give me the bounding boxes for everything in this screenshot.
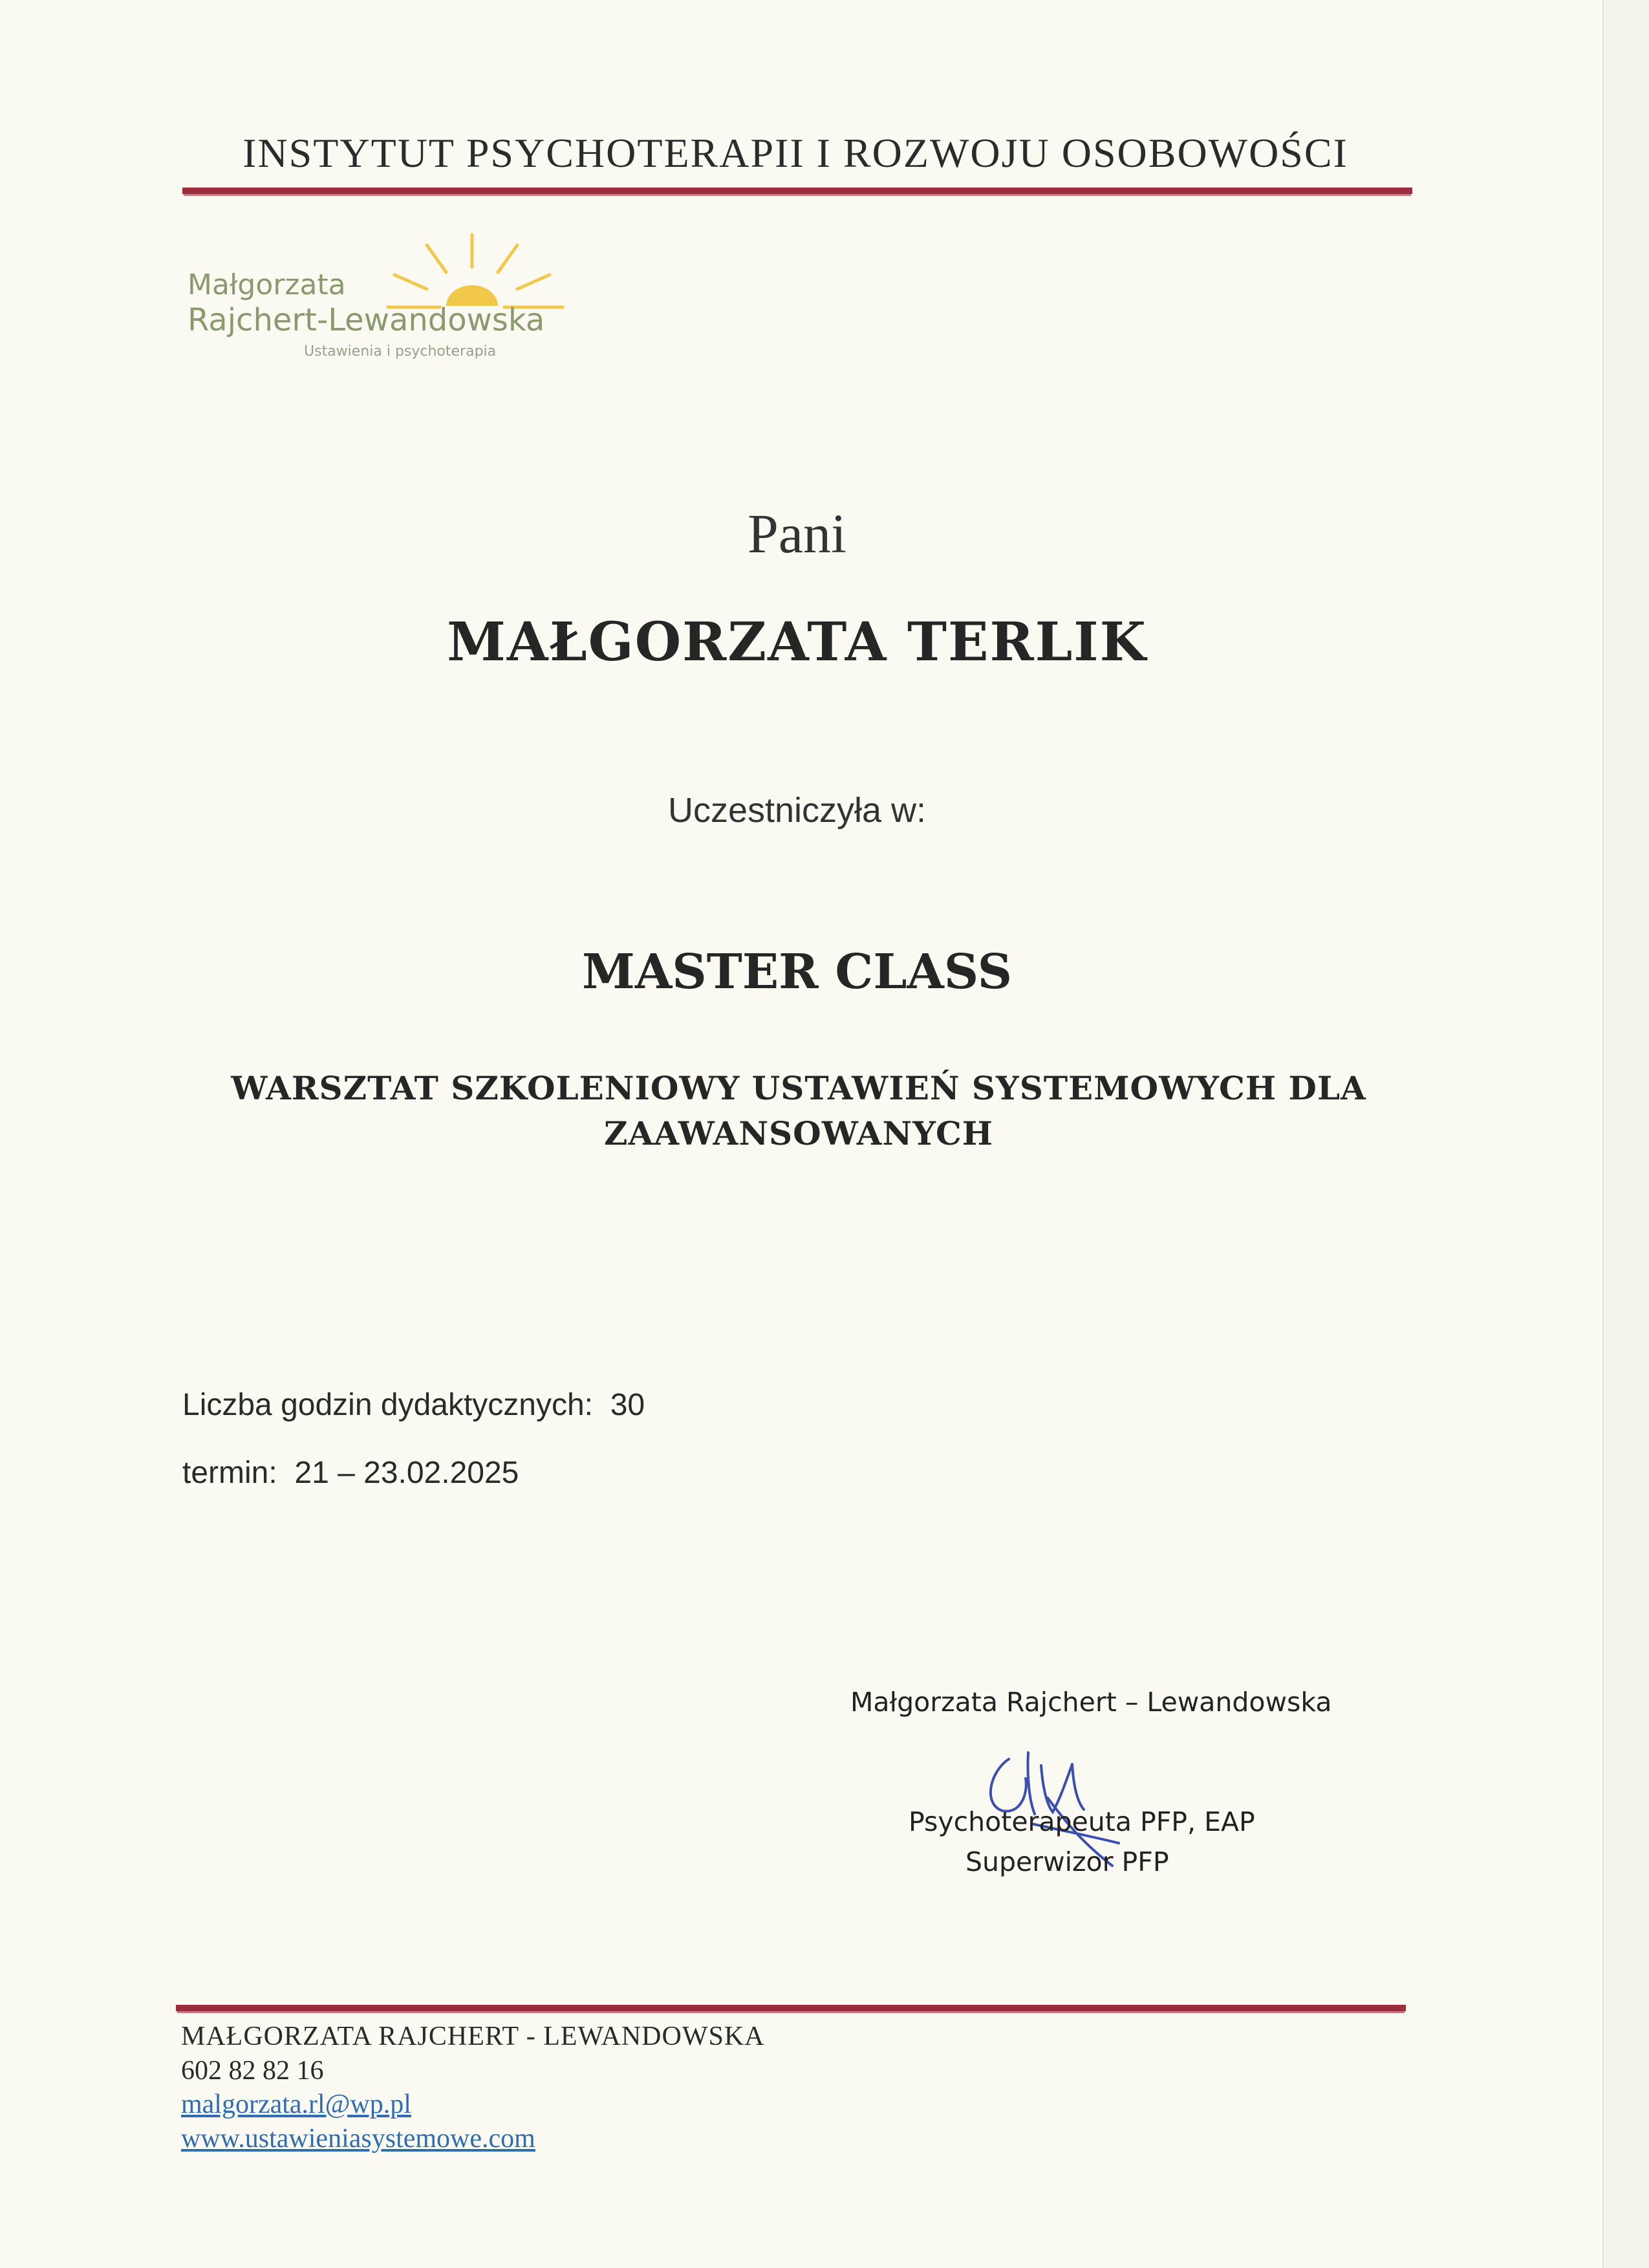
institute-title: INSTYTUT PSYCHOTERAPII I ROZWOJU OSOBOWOŚCI [242, 130, 1348, 176]
header-rule [182, 188, 1412, 194]
course-title: MASTER CLASS [581, 944, 1013, 1000]
course-subtitle-line2: ZAAWANSOWANYCH [603, 1114, 993, 1152]
footer-phone: 602 82 82 16 [181, 2056, 324, 2086]
hours-info: Liczba godzin dydaktycznych: 30 [182, 1388, 645, 1422]
scan-edge [1602, 0, 1649, 2268]
term-info: termin: 21 – 23.02.2025 [182, 1456, 519, 1490]
footer-rule [176, 2005, 1406, 2011]
signer-role-psychotherapist: Psychoterapeuta PFP, EAP [909, 1806, 1255, 1837]
logo-line2: Rajchert-Lewandowska [188, 302, 545, 338]
footer-name: MAŁGORZATA RAJCHERT - LEWANDOWSKA [181, 2022, 765, 2051]
recipient-name: MAŁGORZATA TERLIK [447, 611, 1147, 673]
signer-name: Małgorzata Rajchert – Lewandowska [850, 1687, 1332, 1718]
course-subtitle-line1: WARSZTAT SZKOLENIOWY USTAWIEŃ SYSTEMOWYCH DLA [231, 1069, 1366, 1107]
logo-tagline: Ustawienia i psychoterapia [304, 343, 497, 360]
participation-label: Uczestniczyła w: [667, 791, 927, 830]
footer-email-link[interactable]: malgorzata.rl@wp.pl [181, 2090, 411, 2119]
course-subtitle [168, 1066, 1429, 1156]
logo-line1: Małgorzata [188, 268, 346, 301]
salutation: Pani [748, 502, 846, 565]
logo [188, 230, 576, 372]
footer-website-link[interactable]: www.ustawieniasystemowe.com [181, 2124, 535, 2154]
signer-role-supervisor: Superwizor PFP [965, 1846, 1169, 1877]
